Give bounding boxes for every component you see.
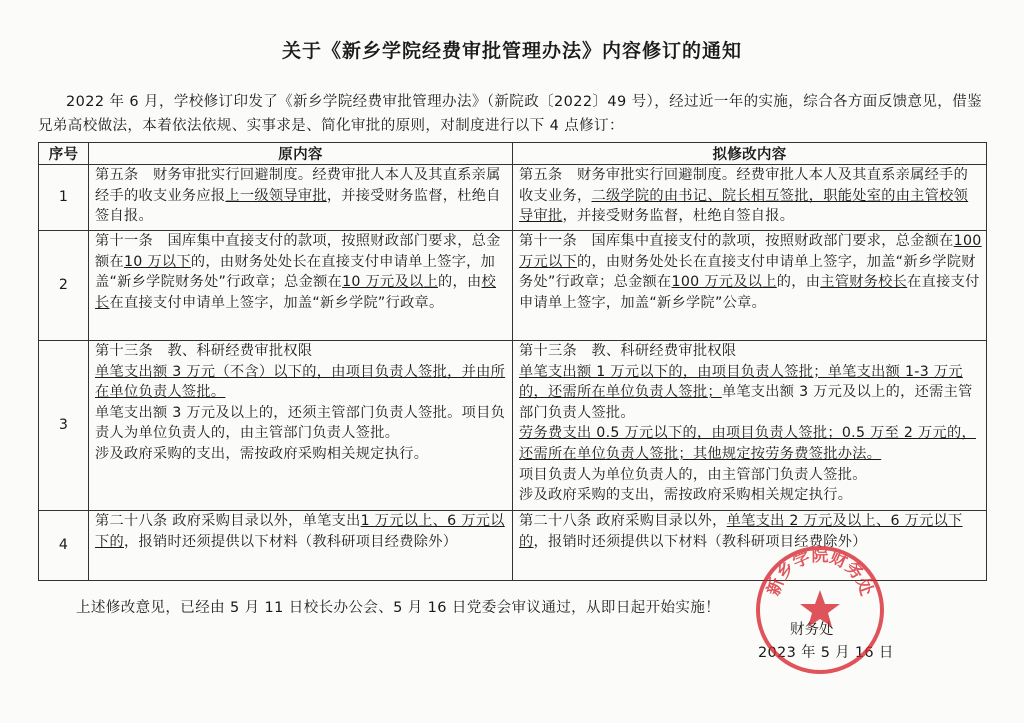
changed-text: 100 万元及以上	[671, 274, 777, 291]
table-row	[39, 341, 987, 511]
clause-paragraph	[95, 165, 508, 227]
row-number: 3	[39, 341, 89, 511]
header-revised: 拟修改内容	[513, 143, 987, 165]
clause-paragraph	[519, 465, 982, 486]
clause-paragraph	[519, 165, 982, 227]
clause-text: 在直接支付申请单上签字，加盖“新乡学院”行政章。	[109, 294, 444, 311]
table-row	[39, 231, 987, 341]
clause-text: ，报销时还须提供以下材料（教科研项目经费除外）	[533, 533, 867, 550]
clause-text: 项目负责人为单位负责人的，由主管部门负责人签批。	[519, 466, 867, 483]
revised-content-cell	[513, 165, 987, 231]
issuing-department: 财务处	[790, 622, 834, 638]
clause-paragraph	[95, 511, 508, 552]
original-content-cell	[89, 165, 513, 231]
changed-text: 劳务费支出 0.5 万元以下的，由项目负责人签批；0.5 万至 2 万元的，还需所在单位负责人签批；其他规定按劳务费签批办法。	[519, 425, 976, 462]
issue-date: 2023 年 5 月 16 日	[758, 645, 894, 661]
clause-paragraph	[519, 511, 982, 552]
row-number: 1	[39, 165, 89, 231]
original-content-cell	[89, 511, 513, 581]
changed-text: 100 万元以下	[519, 233, 982, 270]
changed-text: 1 万元以上、6 万元以下的	[95, 513, 505, 550]
revised-content-cell	[513, 231, 987, 341]
clause-paragraph	[519, 423, 982, 464]
clause-paragraph	[95, 444, 508, 465]
clause-paragraph	[519, 341, 982, 362]
changed-text: 二级学院的由书记、院长相互签批，职能处室的由主管校领导审批	[519, 187, 969, 225]
footer-note: 上述修改意见，已经由 5 月 11 日校长办公会、5 月 16 日党委会审议通过，从即日起开始实施！	[76, 600, 721, 616]
changed-text: 主管财务校长	[820, 274, 908, 291]
changed-text: 校长	[95, 274, 496, 311]
changed-text: 10 万以下	[123, 253, 191, 270]
original-content-cell	[89, 341, 513, 511]
clause-text: 第十一条 国库集中直接支付的款项，按照财政部门要求，总金额在	[519, 233, 954, 249]
revised-content-cell	[513, 341, 987, 511]
document-title: 关于《新乡学院经费审批管理办法》内容修订的通知	[281, 40, 742, 62]
changed-text: 单笔支出 2 万元及以上、6 万元以下的	[519, 513, 963, 550]
changed-text: 单笔支出额 1 万元以下的，由项目负责人签批；单笔支出额 1-3 万元的，还需所在单位负责人签批；	[519, 363, 963, 401]
clause-text: 第二十八条 政府采购目录以外，	[519, 513, 727, 529]
seal-star-icon	[800, 590, 840, 627]
clause-text: ，并接受财务监督，杜绝自签自报。	[562, 208, 795, 225]
clause-text: 单笔支出额 3 万元及以上的，还需主管部门负责人签批。	[519, 384, 973, 421]
clause-text: 第二十八条 政府采购目录以外，单笔支出	[95, 513, 361, 529]
clause-paragraph	[519, 231, 982, 313]
clause-text: ，报销时还须提供以下材料（教科研项目经费除外）	[123, 533, 458, 550]
clause-text: 第十一条 国库集中直接支付的款项，按照财政部门要求，总金额在	[95, 233, 501, 270]
header-num: 序号	[39, 143, 89, 165]
row-number: 2	[39, 231, 89, 341]
changed-text: 10 万元及以上	[342, 274, 439, 291]
clause-text: 涉及政府采购的支出，需按政府采购相关规定执行。	[519, 487, 853, 504]
clause-text: 第五条 财务审批实行回避制度。经费审批人本人及其直系亲属经手的收支业务应报	[95, 167, 501, 204]
clause-paragraph	[95, 231, 508, 313]
changed-text: 上一级领导审批	[225, 187, 327, 204]
clause-text: 的，由	[776, 274, 821, 291]
row-number: 4	[39, 511, 89, 581]
clause-text: 第十三条 教、科研经费审批权限	[95, 343, 313, 359]
clause-paragraph	[519, 485, 982, 506]
clause-text: 第十三条 教、科研经费审批权限	[519, 343, 737, 359]
clause-text: 的，由财务处处长在直接支付申请单上签字，加盖“新乡学院财务处”行政章；总金额在	[95, 253, 496, 291]
clause-text: 的，由财务处处长在直接支付申请单上签字，加盖“新乡学院财务处”行政章；总金额在	[519, 253, 976, 291]
clause-paragraph	[95, 341, 508, 362]
clause-text: ，并接受财务监督，杜绝自签自报。	[95, 187, 501, 225]
intro-paragraph: 2022 年 6 月，学校修订印发了《新乡学院经费审批管理办法》（新院政〔2022〕49 号），经过近一年的实施，综合各方面反馈意见，借鉴兄弟高校做法，本着依法依规、实事求是、简化审批的原则，对制度进行以下 4 点修订：	[38, 94, 983, 134]
table-body	[39, 165, 987, 581]
clause-text: 在直接支付申请单上签字，加盖“新乡学院”公章。	[519, 274, 980, 311]
revised-content-cell	[513, 511, 987, 581]
changed-text: 单笔支出额 3 万元（不含）以下的，由项目负责人签批，并由所在单位负责人签批。	[95, 363, 506, 401]
official-seal	[752, 542, 888, 678]
table-header-row	[39, 143, 987, 165]
clause-text: 单笔支出额 3 万元及以上的，还须主管部门负责人签批。项目负责人为单位负责人的，由主管部门负责人签批。	[95, 404, 506, 442]
revision-table	[38, 142, 987, 581]
clause-text: 涉及政府采购的支出，需按政府采购相关规定执行。	[95, 445, 429, 462]
seal-text: 新乡学院财务处	[763, 546, 877, 599]
header-original: 原内容	[89, 143, 513, 165]
clause-paragraph	[519, 362, 982, 424]
clause-paragraph	[95, 403, 508, 444]
original-content-cell	[89, 231, 513, 341]
table-row	[39, 165, 987, 231]
clause-paragraph	[95, 362, 508, 403]
clause-text: 的，由	[438, 274, 482, 291]
clause-text: 第五条 财务审批实行回避制度。经费审批人本人及其直系亲属经手的收支业务，	[519, 167, 969, 204]
